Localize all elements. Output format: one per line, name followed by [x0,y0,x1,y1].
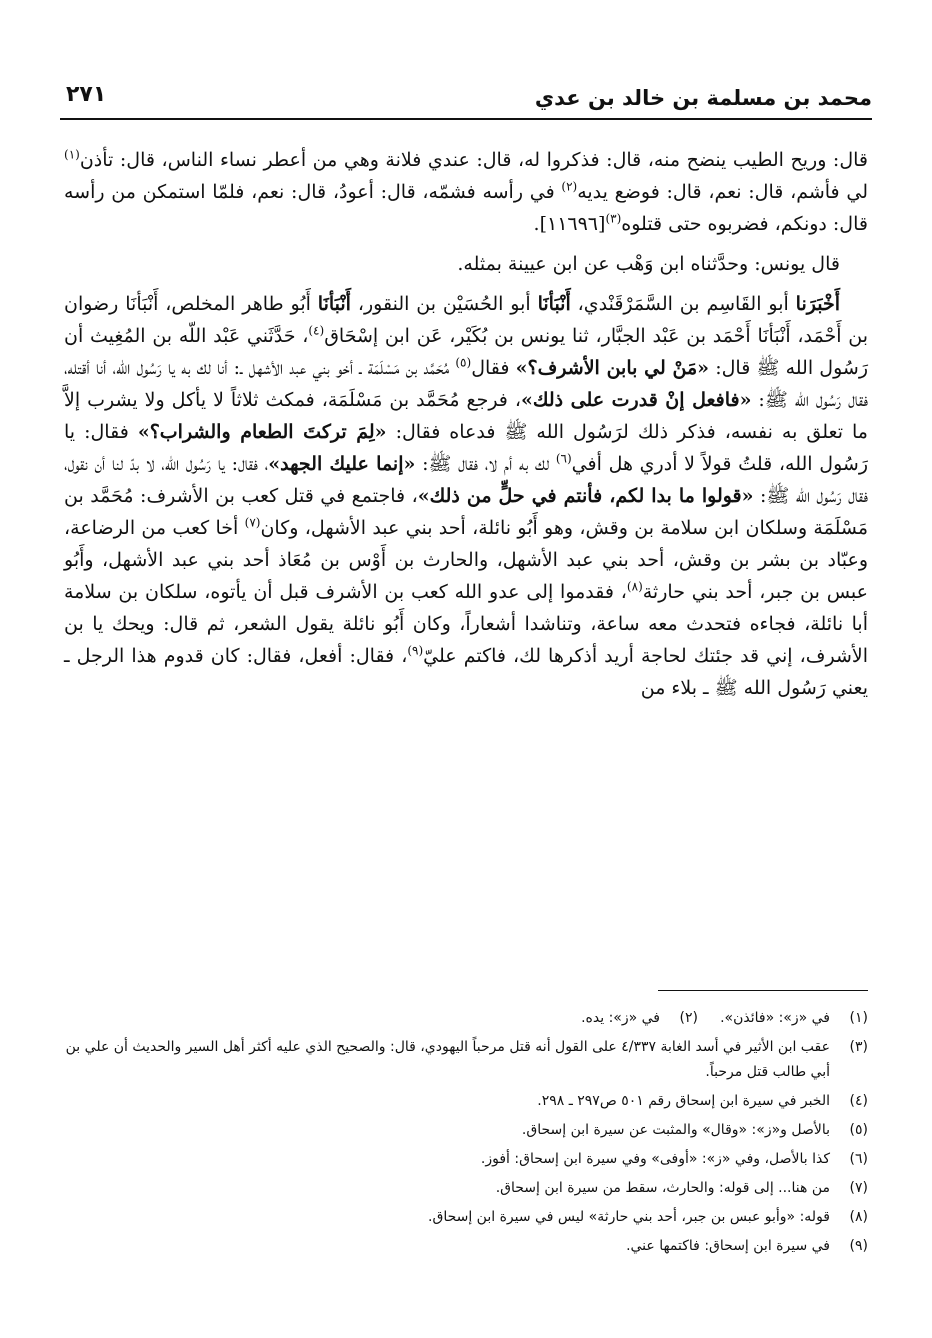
footnote-number: (٨) [849,1209,868,1225]
paragraph-2: قال يونس: وحدَّثناه ابن وَهْب عن ابن عيينة بمثله. [457,253,840,275]
footnote-ref-1[interactable]: (١) [64,147,80,162]
footnote-text: في سيرة ابن إسحاق: فاكتمها عني. [626,1238,830,1254]
footnote-ref-2[interactable]: (٢) [561,179,578,194]
footnote-1 [698,1006,868,1031]
footnote-text: في «ز»: يده. [581,1010,660,1026]
footnote-6 [64,1147,868,1172]
footnote-text: بالأصل و«ز»: «وقال» والمثبت عن سيرة ابن إسحاق. [521,1122,830,1138]
footnote-number: (٣) [849,1039,868,1055]
footnote-ref-4[interactable]: (٤) [308,323,325,338]
footnote-pair-1-2 [64,1006,868,1031]
footnote-number: (٧) [849,1180,868,1196]
footnote-text: في «ز»: «فائذن». [720,1010,830,1026]
footnote-7 [64,1176,868,1201]
main-text [64,144,868,712]
footnote-4 [64,1089,868,1114]
footnote-number: (١) [849,1010,868,1026]
footnote-number: (٥) [849,1122,868,1138]
footnote-text: قوله: «وأبو عبس بن جبر، أحد بني حارثة» ليس في سيرة ابن إسحاق. [428,1209,830,1225]
footnote-text: كذا بالأصل، وفي «ز»: «أوفى» وفي سيرة ابن إسحاق: أفوز. [480,1151,830,1167]
footnote-text: الخبر في سيرة ابن إسحاق رقم ٥٠١ ص٢٩٧ ـ ٢٩٨. [537,1093,830,1109]
paragraph-3: أَخْبَرَنا أبو القَاسِم بن السَّمَرْقَنْدي، أَنْبَأنَا أبو الحُسَيْن بن النقور، أَنْبَأنَا أَبُو طاهر المخلص، أَنْبَأنَا رضوان بن أَحْمَد، أَنْبَأنَا أَحْمَد بن عَبْد الجبَّار، ثنا يونس بن بُكَيْر، عَن ابن إسْحَاق$^{(٤)}$، حَدَّثَني عَبْد اللّه بن المُغِيث أن رَسُول الله ﷺ قال: «مَنْ لي بابن الأشرف؟» فقال$^{(٥)}$ مُحَمَّد بن مَسْلَمَة ـ أخو بني عبد الأشهل ـ: أنا لك به يا رَسُول الله، أنا أقتله، فقال رَسُول الله ﷺ: «فافعل إنْ قدرت على ذلك»، فرجع مُحَمَّد بن مَسْلَمَة، فمكث ثلاثاً لا يأكل ولا يشرب إلاَّ ما تعلق به نفسه، فذكر ذلك لرَسُول الله ﷺ فدعاه فقال: «لِمَ تركتَ الطعام والشراب؟» فقال: يا رَسُول الله، قلتُ قولاً لا أدري هل أفي$^{(٦)}$ لك به أم لا، فقال ﷺ: «إنما عليك الجهد»، فقال: يا رَسُول الله، لا بدّ لنا أن نقول، فقال رَسُول الله ﷺ: «قولوا ما بدا لكم، فأنتم في حلٍّ من ذلك»، فاجتمع في قتل كعب بن الأشرف: مُحَمَّد بن مَسْلَمَة وسلكان ابن سلامة بن وقش، وهو أَبُو نائلة، أحد بني عبد الأشهل، وكان$^{(٧)}$ أخا كعب من الرضاعة، وعبّاد بن بشر بن وقش، أحد بني عبد الأشهل، والحارث بن أَوْس بن مُعَاذ أحد بني عبد الأشهل، وأَبُو عبس بن جبر، أحد بني حارثة$^{(٨)}$، فقدموا إلى عدو الله كعب بن الأشرف قبل أن يأتوه، سلكان بن سلامة أبا نائلة، فجاءه فتحدث معه ساعة، وتناشدا أشعاراً، وكان أَبُو نائلة يقول الشعر، ثم قال: ويحك يا بن الأشرف، إني قد جئتك لحاجة أريد أذكرها لك، فاكتم عليّ$^{(٩)}$، فقال: أفعل، فقال: كان قدوم هذا الرجل ـ يعني رَسُول الله ﷺ ـ بلاء من [64,293,869,699]
footnote-ref-7[interactable]: (٧) [244,515,261,530]
paragraph-1: قال: وريح الطيب ينضح منه، قال: فذكروا له، قال: عندي فلانة وهي من أعطر نساء الناس، قال: تأذن$^{(١)}$ لي فأشم، قال: نعم، قال: فوضع يديه$^{(٢)}$ في رأسه فشمّه، قال: أعودُ، قال: نعم، فلمّا استمكن من رأسه قال: دونكم، فضربوه حتى قتلوه$^{(٣)}$[١١٦٩٦]. [64,147,868,235]
footnote-ref-9[interactable]: (٩) [407,643,424,658]
header-rule [60,118,872,120]
footnote-3 [64,1035,868,1085]
footnote-ref-5[interactable]: (٥) [455,355,472,370]
prophet-quote-1: «مَنْ لي بابن الأشرف؟» [515,357,710,379]
prophet-quote-3: «لِمَ تركتَ الطعام والشراب؟» [137,421,387,443]
footnote-ref-6[interactable]: (٦) [555,451,572,466]
footnote-2 [528,1006,698,1031]
footnote-9 [64,1234,868,1259]
footnote-text: من هنا... إلى قوله: والحارث، سقط من سيرة ابن إسحاق. [495,1180,830,1196]
footnote-text: عقب ابن الأثير في أسد الغابة ٤/٣٣٧ على القول أنه قتل مرحباً اليهودي، قال: والصحيح الذي عليه أكثر أهل السير والحديث أن علي بن أبي طالب قتل مرحباً. [65,1039,830,1080]
footnote-rule [658,990,868,991]
footnotes [64,1006,868,1263]
footnote-number: (٩) [849,1238,868,1254]
prophet-quote-4: «إنما عليك الجهد» [268,453,416,475]
prophet-quote-5: «قولوا ما بدا لكم، فأنتم في حلٍّ من ذلك» [417,485,754,507]
footnote-number: (٢) [679,1010,698,1026]
page-number: ٢٧١ [66,82,107,107]
running-head-title: محمد بن مسلمة بن خالد بن عدي [534,86,872,110]
footnote-8 [64,1205,868,1230]
footnote-number: (٤) [849,1093,868,1109]
running-head [60,80,872,114]
footnote-ref-8[interactable]: (٨) [626,579,643,594]
footnote-ref-3[interactable]: (٣) [605,211,622,226]
prophet-quote-2: «فافعل إنْ قدرت على ذلك» [520,389,752,411]
footnote-number: (٦) [849,1151,868,1167]
footnote-5 [64,1118,868,1143]
